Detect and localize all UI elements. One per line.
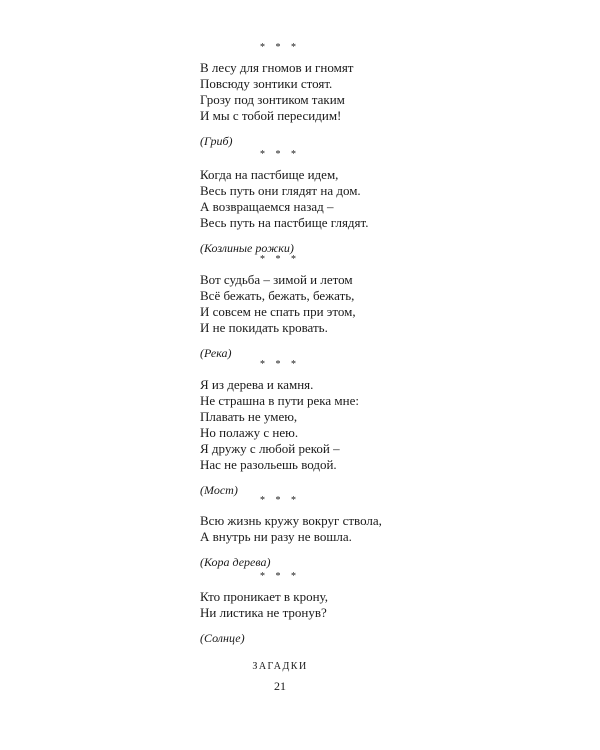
riddle-goat-horns <box>200 149 500 255</box>
stars-divider: * * * <box>260 495 300 506</box>
riddle-answer: (Река) <box>200 346 232 360</box>
page-number: 21 <box>274 679 286 693</box>
riddle-line: Вот судьба – зимой и летом <box>200 272 353 287</box>
stars-divider: * * * <box>260 42 300 53</box>
riddle-text <box>200 513 500 545</box>
riddle-text <box>200 60 500 124</box>
riddle-line: Не страшна в пути река мне: <box>200 393 359 408</box>
riddle-answer: (Гриб) <box>200 134 233 148</box>
riddle-line: И не покидать кровать. <box>200 320 328 335</box>
riddle-answer: (Козлиные рожки) <box>200 241 294 255</box>
riddle-line: А возвращаемся назад – <box>200 199 334 214</box>
riddle-text <box>200 272 500 336</box>
riddle-answer: (Солнце) <box>200 631 245 645</box>
riddle-line: А внутрь ни разу не вошла. <box>200 529 352 544</box>
riddle-line: Я дружу с любой рекой – <box>200 441 340 456</box>
riddle-line: Повсюду зонтики стоят. <box>200 76 333 91</box>
riddle-sun <box>200 571 500 645</box>
riddle-line: И мы с тобой пересидим! <box>200 108 342 123</box>
stars-divider: * * * <box>260 149 300 160</box>
riddle-line: Весь путь на пастбище глядят. <box>200 215 369 230</box>
riddle-line: Но полажу с нею. <box>200 425 299 440</box>
riddle-tree-bark <box>200 495 500 569</box>
section-title: ЗАГАДКИ <box>252 661 308 672</box>
riddle-line: Весь путь они глядят на дом. <box>200 183 361 198</box>
riddle-line: Всю жизнь кружу вокруг ствола, <box>200 513 382 528</box>
riddle-line: Грозу под зонтиком таким <box>200 92 345 107</box>
riddle-river <box>200 254 500 360</box>
riddle-line: Нас не разольешь водой. <box>200 457 337 472</box>
riddle-line: Я из дерева и камня. <box>200 377 314 392</box>
stars-divider: * * * <box>260 359 300 370</box>
riddle-text <box>200 167 500 231</box>
riddle-line: Когда на пастбище идем, <box>200 167 339 182</box>
stars-divider: * * * <box>260 571 300 582</box>
riddle-answer: (Кора дерева) <box>200 555 271 569</box>
riddle-text <box>200 589 500 621</box>
stars-divider: * * * <box>260 254 300 265</box>
riddle-line: Кто проникает в крону, <box>200 589 329 604</box>
riddle-line: Всё бежать, бежать, бежать, <box>200 288 355 303</box>
riddle-line: В лесу для гномов и гномят <box>200 60 354 75</box>
riddle-line: Плавать не умею, <box>200 409 298 424</box>
riddle-answer: (Мост) <box>200 483 238 497</box>
page-footer <box>200 661 360 693</box>
riddle-text <box>200 377 500 473</box>
riddle-line: И совсем не спать при этом, <box>200 304 356 319</box>
riddle-gnome-umbrellas <box>200 42 500 148</box>
riddle-line: Ни листика не тронув? <box>200 605 327 620</box>
riddle-bridge <box>200 359 500 497</box>
